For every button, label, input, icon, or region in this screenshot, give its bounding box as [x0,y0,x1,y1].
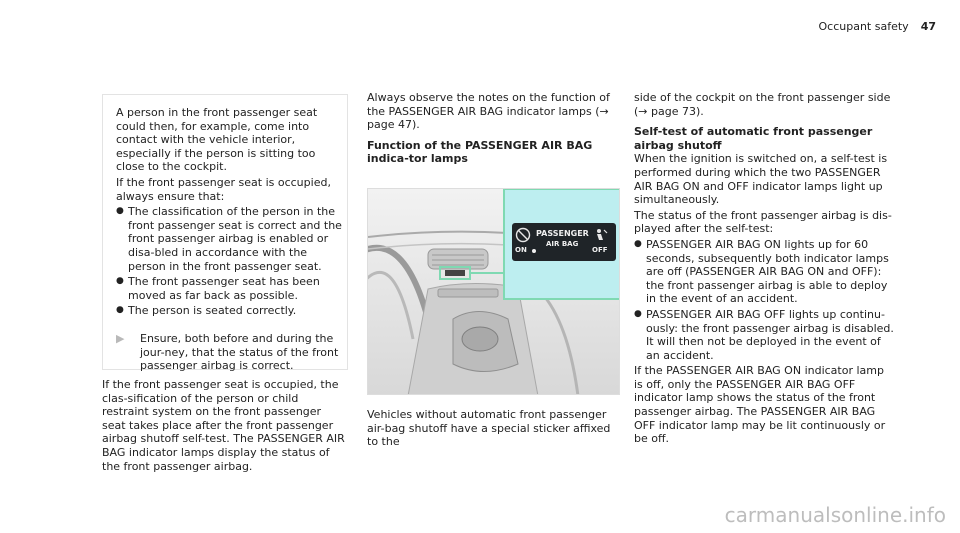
play-arrow-icon: ▶ [116,331,125,345]
col3-p2: The status of the front passenger airbag is dis-played after the self-test: [634,208,892,236]
section-heading: Function of the PASSENGER AIR BAG indica-tor lamps [367,138,593,166]
col3-text [634,91,896,446]
airbag-off-icon [515,227,531,243]
off-label: OFF [592,246,608,254]
bullet-text: The person is seated correctly. [128,304,297,318]
dashboard-figure [367,188,620,395]
list-item [116,304,342,318]
on-label: ON [515,246,527,254]
list-item [116,205,342,273]
bullet-text: PASSENGER AIR BAG ON lights up for 60 seconds, subsequently both indicator lamps are off (PASSENGER AIR BAG ON and OFF): the front passenger airbag is able to deploy in the event of an accident. [646,237,889,306]
col2-text [367,91,620,166]
list-item [634,238,896,306]
page-number: 47 [920,20,936,33]
panel-title: PASSENGER [536,229,589,238]
page-header [746,20,936,33]
bullet-icon: ● [634,238,642,249]
box-lead: If the front passenger seat is occupied, always ensure that: [116,175,331,203]
section-heading: Self-test of automatic front passenger airbag shutoff [634,125,873,152]
watermark: carmanualsonline.info [724,503,946,527]
bullet-icon: ● [116,305,124,316]
col3-continuation: side of the cockpit on the front passenger side (→ page 73). [634,91,891,118]
indicator-dot-icon [532,249,536,253]
dashboard-illustration [368,189,620,395]
warning-box-content [116,106,342,373]
bullet-icon: ● [116,206,124,217]
col3-p3: If the PASSENGER AIR BAG ON indicator lamp is off, only the PASSENGER AIR BAG OFF indicator lamp shows the status of the front passenger airbag. The PASSENGER AIR BAG OFF indicator lamp may be lit continuously or be off. [634,364,886,446]
panel-subtitle: AIR BAG [546,240,579,248]
box-intro: A person in the front passenger seat could then, for example, come into contact with the vehicle interior, especially if the person is sitting too close to the cockpit. [116,106,318,174]
list-item [116,275,342,302]
bullet-text: The front passenger seat has been moved as far back as possible. [128,275,320,302]
bullet-icon: ● [116,276,124,287]
bullet-text: The classification of the person in the front passenger seat is correct and the front passenger airbag is enabled or disa-bled in accordance with the person in the front passenger seat. [128,205,342,273]
col3-p1: When the ignition is switched on, a self-test is performed during which the two PASSENGER AIR BAG ON and OFF indicator lamps light up simultaneously. [634,152,888,207]
instruction-step [116,332,342,373]
figure-caption: Vehicles without automatic front passenger air-bag shutoff have a special sticker affixed to the [367,408,611,449]
instruction-text: Ensure, both before and during the jour-ney, that the status of the front passenger airbag is correct. [140,331,339,373]
bullet-icon: ● [634,308,642,319]
bullet-text: PASSENGER AIR BAG OFF lights up continu-ously: the front passenger airbag is disabled. It will then not be deployed in the event of an accident. [646,307,894,362]
col2-intro: Always observe the notes on the function of the PASSENGER AIR BAG indicator lamps (→ page 47). [367,91,610,132]
list-item [634,308,896,362]
section-title: Occupant safety [818,20,909,33]
seat-person-icon [594,227,608,241]
col1-paragraph: If the front passenger seat is occupied, the clas-sification of the person or child restraint system on the front passenger seat takes place after the front passenger airbag shutoff self-test. The PASSENGER AIR BAG indicator lamps display the status of the front passenger airbag. [102,378,345,473]
